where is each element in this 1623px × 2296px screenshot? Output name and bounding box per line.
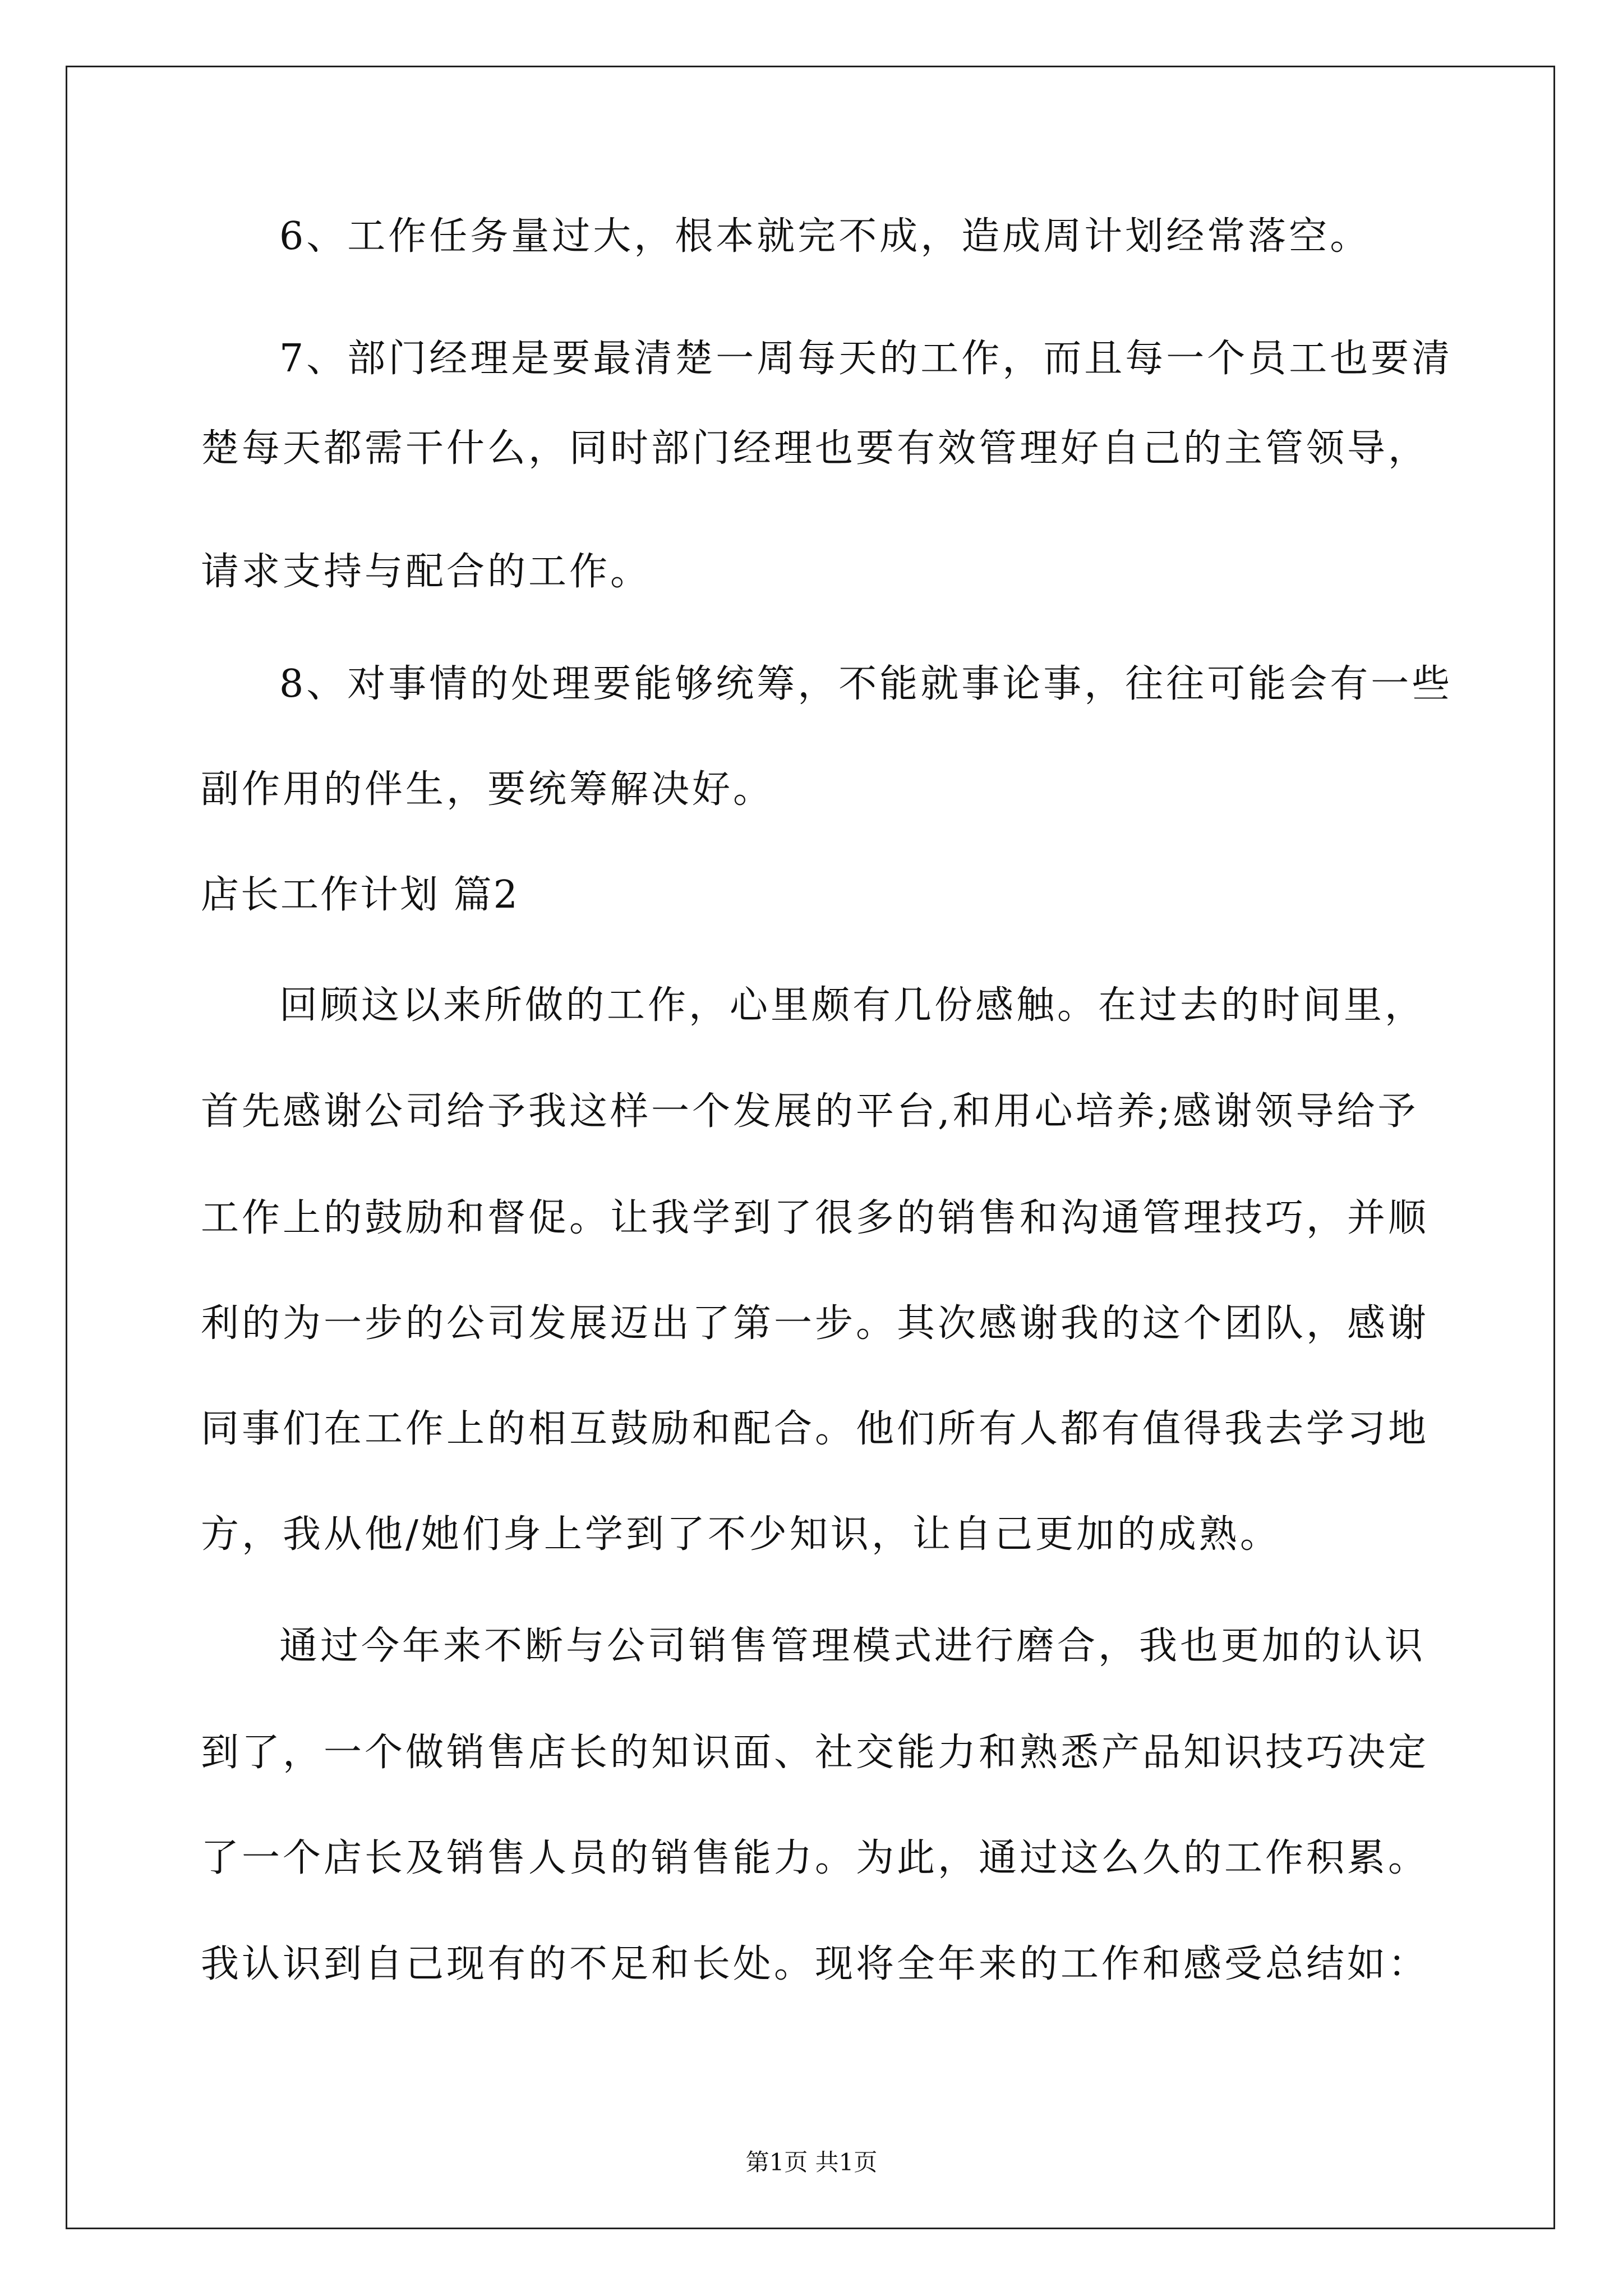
text-line: 利的为一步的公司发展迈出了第一步。其次感谢我的这个团队，感谢 <box>201 1301 1430 1346</box>
text-line: 8、对事情的处理要能够统筹，不能就事论事，往往可能会有一些 <box>279 662 1453 706</box>
text-line: 我认识到自己现有的不足和长处。现将全年来的工作和感受总结如： <box>201 1942 1430 1986</box>
text-line: 了一个店长及销售人员的销售能力。为此，通过这么久的工作积累。 <box>201 1836 1430 1880</box>
text-line: 通过今年来不断与公司销售管理模式进行磨合，我也更加的认识 <box>279 1624 1426 1668</box>
text-line: 到了，一个做销售店长的知识面、社交能力和熟悉产品知识技巧决定 <box>201 1731 1430 1775</box>
text-line: 首先感谢公司给予我这样一个发展的平台,和用心培养;感谢领导给予 <box>201 1089 1419 1134</box>
text-line: 方，我从他/她们身上学到了不少知识，让自己更加的成熟。 <box>201 1512 1281 1557</box>
text-line: 请求支持与配合的工作。 <box>201 550 652 594</box>
text-line: 回顾这以来所做的工作，心里颇有几份感触。在过去的时间里， <box>279 983 1426 1028</box>
text-line: 6、工作任务量过大，根本就完不成，造成周计划经常落空。 <box>279 214 1371 259</box>
section-heading: 店长工作计划 篇2 <box>201 873 519 917</box>
text-line: 工作上的鼓励和督促。让我学到了很多的销售和沟通管理技巧，并顺 <box>201 1196 1430 1240</box>
page-border <box>66 66 1555 2229</box>
page-footer: 第1页 共1页 <box>745 2148 878 2176</box>
text-line: 楚每天都需干什么，同时部门经理也要有效管理好自己的主管领导， <box>201 426 1430 471</box>
text-line: 7、部门经理是要最清楚一周每天的工作，而且每一个员工也要清 <box>279 337 1453 381</box>
text-line: 副作用的伴生，要统筹解决好。 <box>201 767 774 812</box>
text-line: 同事们在工作上的相互鼓励和配合。他们所有人都有值得我去学习地 <box>201 1407 1430 1451</box>
